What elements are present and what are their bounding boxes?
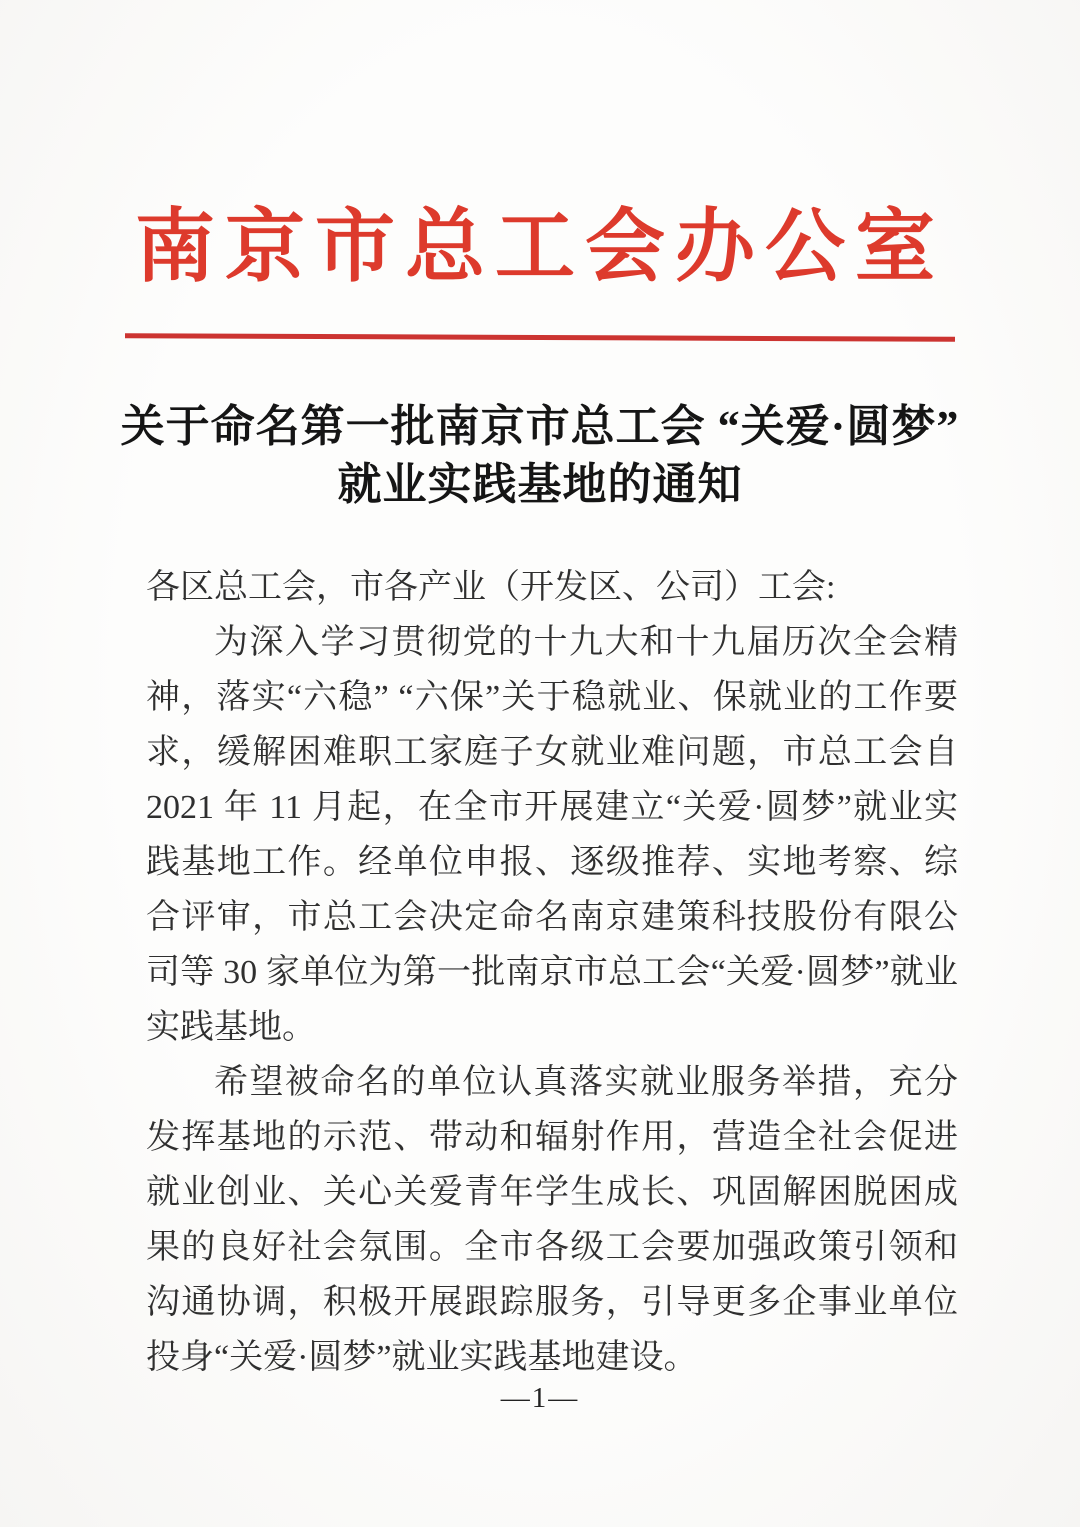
document-title-line1: 关于命名第一批南京市总工会 “关爱·圆梦” bbox=[120, 402, 960, 451]
page-number: —1— bbox=[500, 1382, 580, 1414]
document-title-line2: 就业实践基地的通知 bbox=[337, 460, 743, 509]
salutation: 各区总工会，市各产业（开发区、公司）工会: bbox=[146, 569, 836, 606]
paragraph: 为深入学习贯彻党的十九大和十九届历次全会精神，落实“六稳” “六保”关于稳就业、保就业的工作要求，缓解困难职工家庭子女就业难问题，市总工会自 2021 年 11 月起，在全市开展建立“关爱·圆梦”就业实践基地工作。经单位申报、逐级推荐、实地考察、综合评审，市总工会决定命名南京建策科技股份有限公司等 30 家单位为第一批南京市总工会“关爱·圆梦”就业实践基地。 bbox=[146, 624, 958, 1046]
document-body bbox=[146, 560, 958, 1385]
letterhead-divider bbox=[125, 333, 955, 342]
paragraph: 希望被命名的单位认真落实就业服务举措，充分发挥基地的示范、带动和辐射作用，营造全社会促进就业创业、关心关爱青年学生成长、巩固解困脱困成果的良好社会氛围。全市各级工会要加强政策引领和沟通协调，积极开展跟踪服务，引导更多企事业单位投身“关爱·圆梦”就业实践基地建设。 bbox=[146, 1064, 958, 1376]
document-title bbox=[0, 398, 1080, 514]
letterhead-issuer: 南京市总工会办公室 bbox=[135, 204, 945, 292]
